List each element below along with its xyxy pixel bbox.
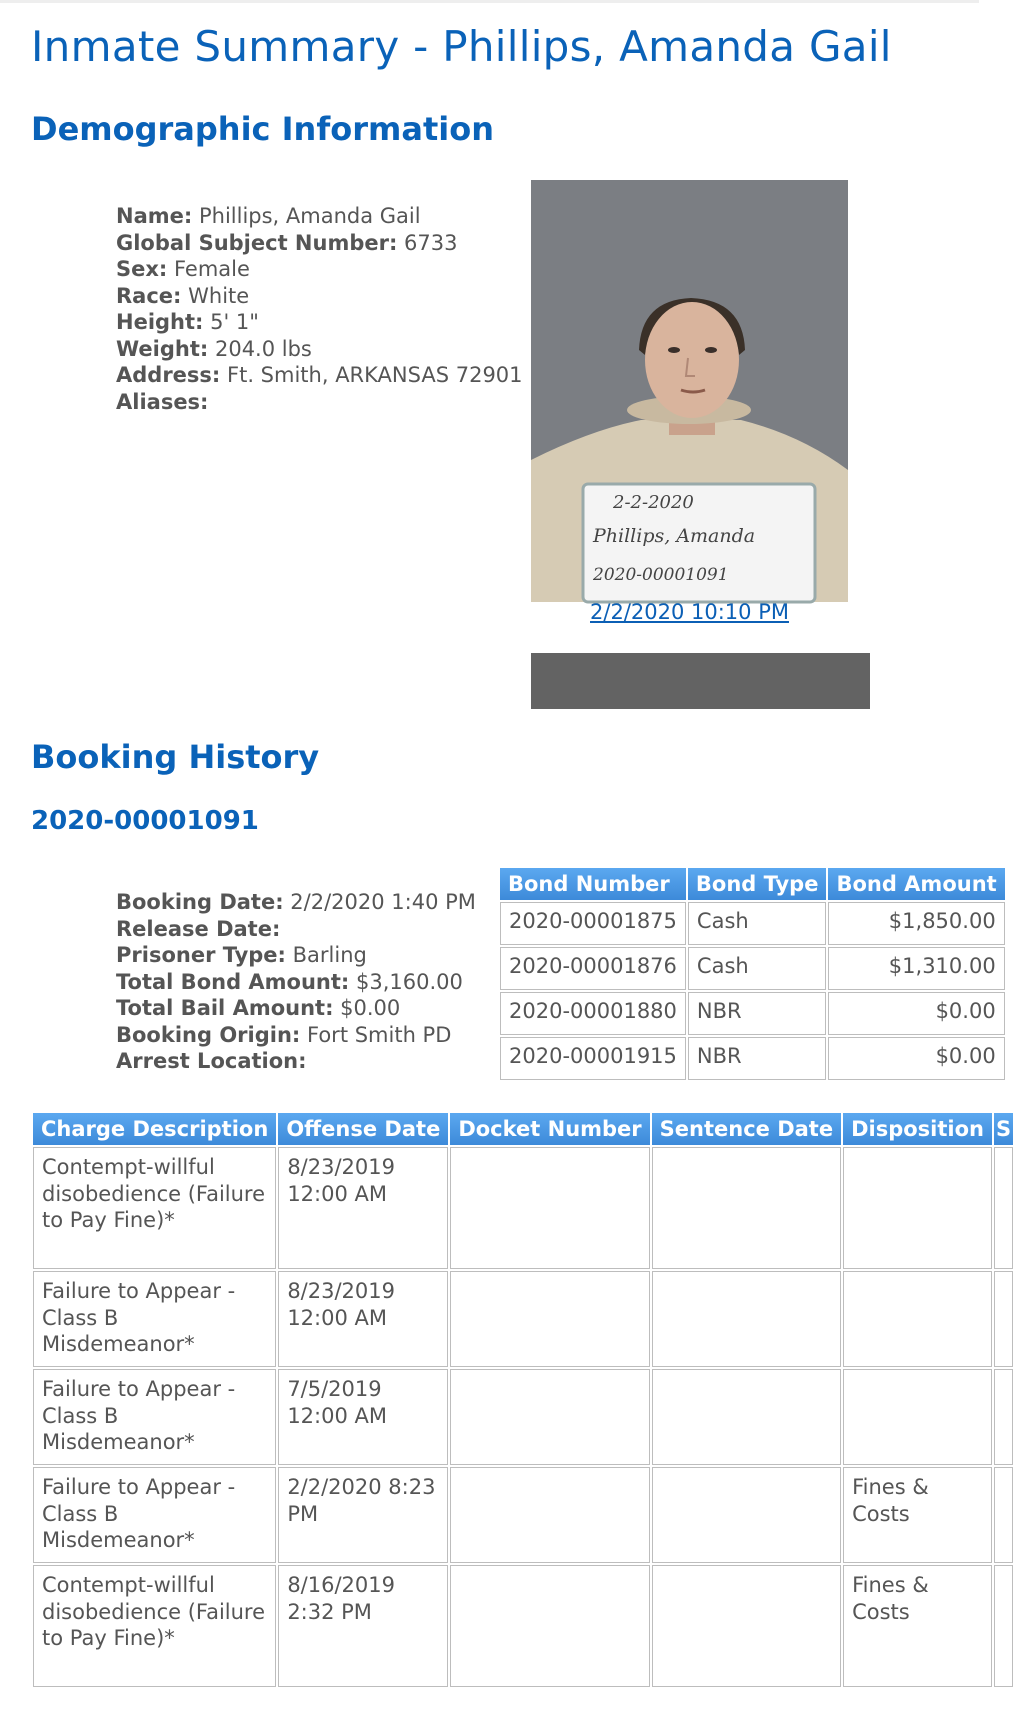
booking-info — [116, 889, 476, 1075]
address-value: Ft. Smith, ARKANSAS 72901 — [227, 363, 523, 387]
offense-date-cell: 2/2/2020 8:23 PM — [278, 1467, 448, 1563]
race-value: White — [188, 283, 250, 308]
docket-number-cell — [450, 1147, 649, 1269]
table-row — [500, 992, 1005, 1035]
bond-type-cell: NBR — [688, 1037, 827, 1080]
booking-date-value: 2/2/2020 1:40 PM — [290, 890, 476, 914]
bond-amount-cell: $0.00 — [828, 1037, 1004, 1080]
offense-date-cell: 8/23/2019 12:00 AM — [278, 1147, 448, 1269]
offense-date-cell: 8/16/2019 2:32 PM — [278, 1565, 448, 1687]
release-date-row — [116, 916, 476, 943]
offense-date-cell: 8/23/2019 12:00 AM — [278, 1271, 448, 1367]
aliases-label: Aliases: — [116, 389, 209, 414]
top-border — [0, 0, 979, 3]
demographic-info — [116, 203, 523, 415]
charge-description-cell: Failure to Appear - Class B Misdemeanor* — [33, 1369, 276, 1465]
total-bond-value: $3,160.00 — [356, 969, 463, 994]
table-row — [33, 1147, 1013, 1269]
docket-number-header: Docket Number — [450, 1113, 649, 1145]
sentence-date-cell — [652, 1147, 841, 1269]
sentence-header-truncated: S — [994, 1113, 1013, 1145]
table-row — [500, 1037, 1005, 1080]
disposition-cell — [843, 1369, 992, 1465]
bond-type-cell: NBR — [688, 992, 827, 1035]
redacted-block — [531, 653, 870, 709]
booking-number: 2020-00001091 — [31, 806, 259, 836]
sentence-cell — [994, 1369, 1013, 1465]
bond-table — [498, 866, 1007, 1082]
page-title: Inmate Summary - Phillips, Amanda Gail — [31, 22, 892, 71]
total-bond-label: Total Bond Amount: — [116, 969, 350, 994]
sentence-cell — [994, 1467, 1013, 1563]
mugshot-photo — [531, 180, 848, 602]
weight-value: 204.0 lbs — [214, 336, 312, 361]
bond-number-header: Bond Number — [500, 868, 686, 900]
photo-timestamp-link[interactable]: 2/2/2020 10:10 PM — [590, 600, 789, 624]
sentence-date-cell — [652, 1565, 841, 1687]
race-row — [116, 283, 523, 310]
booking-origin-label: Booking Origin: — [116, 1022, 301, 1047]
name-value: Phillips, Amanda Gail — [198, 204, 421, 228]
charge-description-cell: Contempt-willful disobedience (Failure to Pay Fine)* — [33, 1147, 276, 1269]
height-value: 5' 1" — [210, 310, 259, 334]
height-row — [116, 309, 523, 336]
bond-number-cell: 2020-00001876 — [500, 947, 686, 990]
sex-label: Sex: — [116, 257, 168, 281]
booking-date-row — [116, 889, 476, 916]
bond-number-cell: 2020-00001880 — [500, 992, 686, 1035]
height-label: Height: — [116, 310, 204, 334]
disposition-cell — [843, 1271, 992, 1367]
name-label: Name: — [116, 204, 193, 228]
prisoner-type-label: Prisoner Type: — [116, 943, 286, 967]
table-row — [500, 947, 1005, 990]
sign-line-name: Phillips, Amanda — [593, 525, 756, 547]
total-bond-row — [116, 969, 476, 996]
arrest-location-row — [116, 1048, 476, 1075]
mugshot-illustration — [531, 180, 848, 602]
charge-description-cell: Contempt-willful disobedience (Failure to Pay Fine)* — [33, 1565, 276, 1687]
arrest-location-label: Arrest Location: — [116, 1049, 307, 1073]
sentence-date-cell — [652, 1369, 841, 1465]
sentence-cell — [994, 1147, 1013, 1269]
offense-date-header: Offense Date — [278, 1113, 448, 1145]
table-row — [33, 1565, 1013, 1687]
charge-description-cell: Failure to Appear - Class B Misdemeanor* — [33, 1467, 276, 1563]
release-date-label: Release Date: — [116, 916, 281, 941]
bond-amount-cell: $1,850.00 — [828, 902, 1004, 945]
prisoner-type-value: Barling — [292, 943, 367, 967]
booking-origin-value: Fort Smith PD — [307, 1022, 452, 1047]
aliases-row — [116, 389, 523, 416]
sentence-cell — [994, 1271, 1013, 1367]
docket-number-cell — [450, 1369, 649, 1465]
bond-type-cell: Cash — [688, 902, 827, 945]
disposition-cell: Fines & Costs — [843, 1467, 992, 1563]
total-bail-value: $0.00 — [340, 996, 401, 1020]
name-row — [116, 203, 523, 230]
table-row — [33, 1271, 1013, 1367]
sentence-date-header: Sentence Date — [652, 1113, 841, 1145]
bond-amount-cell: $0.00 — [828, 992, 1004, 1035]
demographic-heading: Demographic Information — [31, 110, 494, 148]
race-label: Race: — [116, 283, 182, 308]
bond-number-cell: 2020-00001875 — [500, 902, 686, 945]
bond-type-cell: Cash — [688, 947, 827, 990]
prisoner-type-row — [116, 942, 476, 969]
table-row — [500, 902, 1005, 945]
table-row — [33, 1369, 1013, 1465]
weight-label: Weight: — [116, 336, 209, 361]
address-label: Address: — [116, 363, 221, 387]
bond-number-cell: 2020-00001915 — [500, 1037, 686, 1080]
charge-description-header: Charge Description — [33, 1113, 276, 1145]
docket-number-cell — [450, 1565, 649, 1687]
total-bail-label: Total Bail Amount: — [116, 996, 334, 1020]
booking-origin-row — [116, 1022, 476, 1049]
docket-number-cell — [450, 1271, 649, 1367]
charges-table — [31, 1111, 1015, 1689]
disposition-cell — [843, 1147, 992, 1269]
subject-number-row — [116, 230, 523, 257]
docket-number-cell — [450, 1467, 649, 1563]
table-row — [33, 1467, 1013, 1563]
booking-date-label: Booking Date: — [116, 890, 284, 914]
sign-line-date: 2-2-2020 — [613, 492, 694, 513]
bond-amount-header: Bond Amount — [828, 868, 1004, 900]
sex-value: Female — [174, 257, 250, 281]
disposition-header: Disposition — [843, 1113, 992, 1145]
charge-description-cell: Failure to Appear - Class B Misdemeanor* — [33, 1271, 276, 1367]
booking-history-heading: Booking History — [31, 738, 320, 776]
offense-date-cell: 7/5/2019 12:00 AM — [278, 1369, 448, 1465]
subject-number-label: Global Subject Number: — [116, 230, 398, 255]
sentence-cell — [994, 1565, 1013, 1687]
subject-number-value: 6733 — [404, 230, 458, 255]
sentence-date-cell — [652, 1467, 841, 1563]
charges-header-row — [33, 1113, 1013, 1145]
bond-header-row — [500, 868, 1005, 900]
sign-line-number: 2020-00001091 — [593, 565, 729, 585]
weight-row — [116, 336, 523, 363]
bond-type-header: Bond Type — [688, 868, 827, 900]
total-bail-row — [116, 995, 476, 1022]
sentence-date-cell — [652, 1271, 841, 1367]
sex-row — [116, 256, 523, 283]
disposition-cell: Fines & Costs — [843, 1565, 992, 1687]
bond-amount-cell: $1,310.00 — [828, 947, 1004, 990]
address-row — [116, 362, 523, 389]
